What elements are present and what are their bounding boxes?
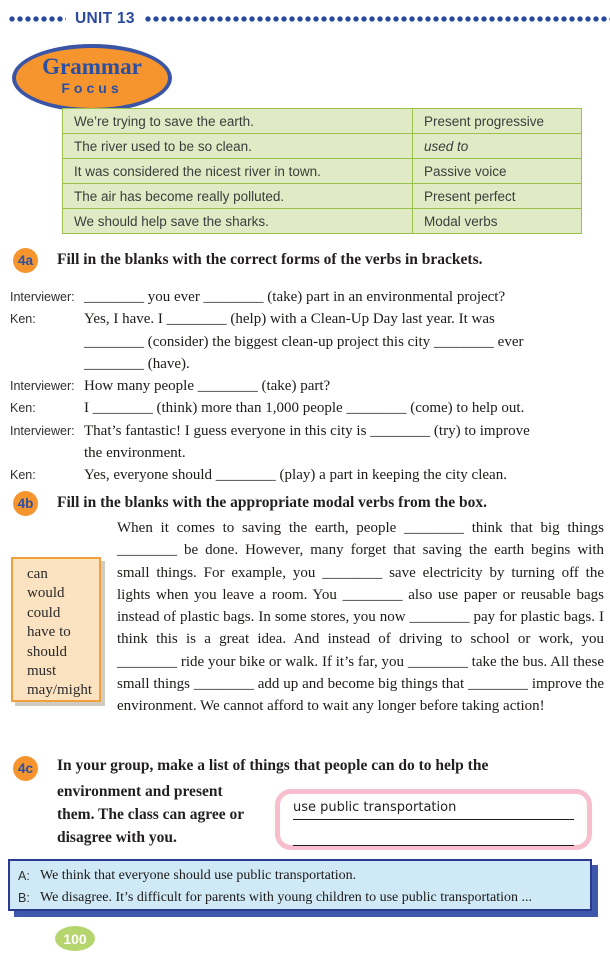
form-cell: used to	[413, 134, 582, 159]
speaker-label: Ken:	[10, 312, 36, 327]
dialogue-line: Yes, I have. I ________ (help) with a Clean-Up Day last year. It was	[84, 311, 495, 328]
speaker-label: Ken:	[10, 468, 36, 483]
speaker-label	[10, 331, 84, 353]
modal-verb-item: could	[27, 604, 61, 621]
modal-verb-item: should	[27, 643, 68, 660]
example-cell: We’re trying to save the earth.	[63, 109, 413, 134]
ideas-list-box	[275, 789, 592, 850]
example-row-b	[18, 887, 582, 909]
dialogue-row	[10, 397, 606, 419]
table-row	[63, 159, 582, 184]
modal-verb-item: can	[27, 566, 48, 582]
dotted-rule-left	[8, 15, 66, 23]
grammar-focus-subtitle: Focus	[61, 80, 123, 96]
table-row	[63, 209, 582, 234]
speaker-b-text: We disagree. It’s difficult for parents with young children to use public transportation ...	[40, 890, 532, 905]
modal-verb-item: have to	[27, 624, 71, 641]
dialogue-line: How many people ________ (take) part?	[84, 378, 331, 395]
form-cell: Present perfect	[413, 184, 582, 209]
speaker-label: Ken:	[10, 401, 36, 416]
section-4b-heading: Fill in the blanks with the appropriate modal verbs from the box.	[57, 494, 488, 511]
speaker-label: Interviewer:	[10, 290, 75, 304]
dialogue-row	[10, 442, 606, 464]
modal-verb-item: may/might	[27, 682, 92, 699]
example-cell: It was considered the nicest river in town.	[63, 159, 413, 184]
unit-label: UNIT 13	[75, 10, 135, 27]
dialogue-row	[10, 308, 606, 330]
fill-in-paragraph: When it comes to saving the earth, people ________ think that big things ________ be done. However, many forget that saving the earth begins with small things. For example, you ________ save electricity by turning off the lights when you leave a room. You ________ also use paper or reusable bags instead of plastic bags. In some stores, you now ________ pay for plastic bags. I think this is a great idea. And instead of driving to school or work, you ________ ride your bike or walk. If it’s far, you ________ take the bus. All these small things ________ add up and become big things that ________ improve the environment. We cannot afford to wait any longer before taking action!	[117, 520, 604, 715]
dialogue-line: That’s fantastic! I guess everyone in this city is ________ (try) to improve	[84, 422, 530, 439]
example-cell: We should help save the sharks.	[63, 209, 413, 234]
section-4c-heading-rest: environment and present them. The class can agree or disagree with you.	[57, 783, 244, 846]
list-entry-line: use public transportation	[293, 797, 574, 820]
form-cell: Passive voice	[413, 159, 582, 184]
dialogue-line: ________ (consider) the biggest clean-up project this city ________ ever	[84, 333, 524, 350]
modal-verbs-box	[11, 557, 101, 702]
form-cell: Modal verbs	[413, 209, 582, 234]
dialogue-row	[10, 286, 606, 308]
table-row	[63, 109, 582, 134]
modal-verb-item: would	[27, 585, 65, 602]
dialogue-row	[10, 375, 606, 397]
speaker-label	[10, 442, 84, 464]
grammar-focus-badge	[12, 44, 172, 112]
dialogue-row	[10, 331, 606, 353]
speaker-label: Interviewer:	[10, 423, 75, 438]
dialogue-line: Yes, everyone should ________ (play) a part in keeping the city clean.	[84, 467, 507, 484]
speaker-label: Interviewer:	[10, 379, 75, 394]
section-4a-heading: Fill in the blanks with the correct forms of the verbs in brackets.	[57, 251, 483, 268]
page-number-badge: 100	[55, 926, 95, 951]
grammar-focus-title: Grammar	[42, 54, 142, 79]
form-cell: Present progressive	[413, 109, 582, 134]
example-row-a	[18, 865, 582, 887]
speaker-b-label: B:	[18, 891, 30, 905]
table-row	[63, 134, 582, 159]
example-dialogue-box	[8, 859, 592, 911]
dialogue-line: the environment.	[84, 445, 186, 462]
speaker-a-text: We think that everyone should use public transportation.	[40, 868, 357, 883]
section-4a-badge: 4a	[13, 248, 38, 273]
example-cell: The river used to be so clean.	[63, 134, 413, 159]
dotted-rule-right	[144, 15, 610, 23]
grammar-table	[62, 108, 582, 234]
table-row	[63, 184, 582, 209]
section-4b-badge: 4b	[13, 491, 38, 516]
dialogue-row	[10, 420, 606, 442]
modal-verb-item: must	[27, 663, 57, 680]
dialogue-row	[10, 464, 606, 486]
page-header	[8, 9, 610, 29]
dialogue-line: ________ you ever ________ (take) part in an environmental project?	[84, 289, 506, 305]
dialogue-row	[10, 353, 606, 375]
dialogue-line: ________ (have).	[84, 355, 190, 372]
list-entry-blank-line	[293, 820, 574, 846]
example-cell: The air has become really polluted.	[63, 184, 413, 209]
interview-dialogue	[10, 286, 606, 487]
speaker-a-label: A:	[18, 869, 30, 883]
section-4c-badge: 4c	[13, 756, 38, 781]
speaker-label	[10, 353, 84, 375]
dialogue-line: I ________ (think) more than 1,000 people ________ (come) to help out.	[84, 400, 525, 417]
section-4c-heading-line1: In your group, make a list of things that people can do to help the	[57, 757, 489, 774]
